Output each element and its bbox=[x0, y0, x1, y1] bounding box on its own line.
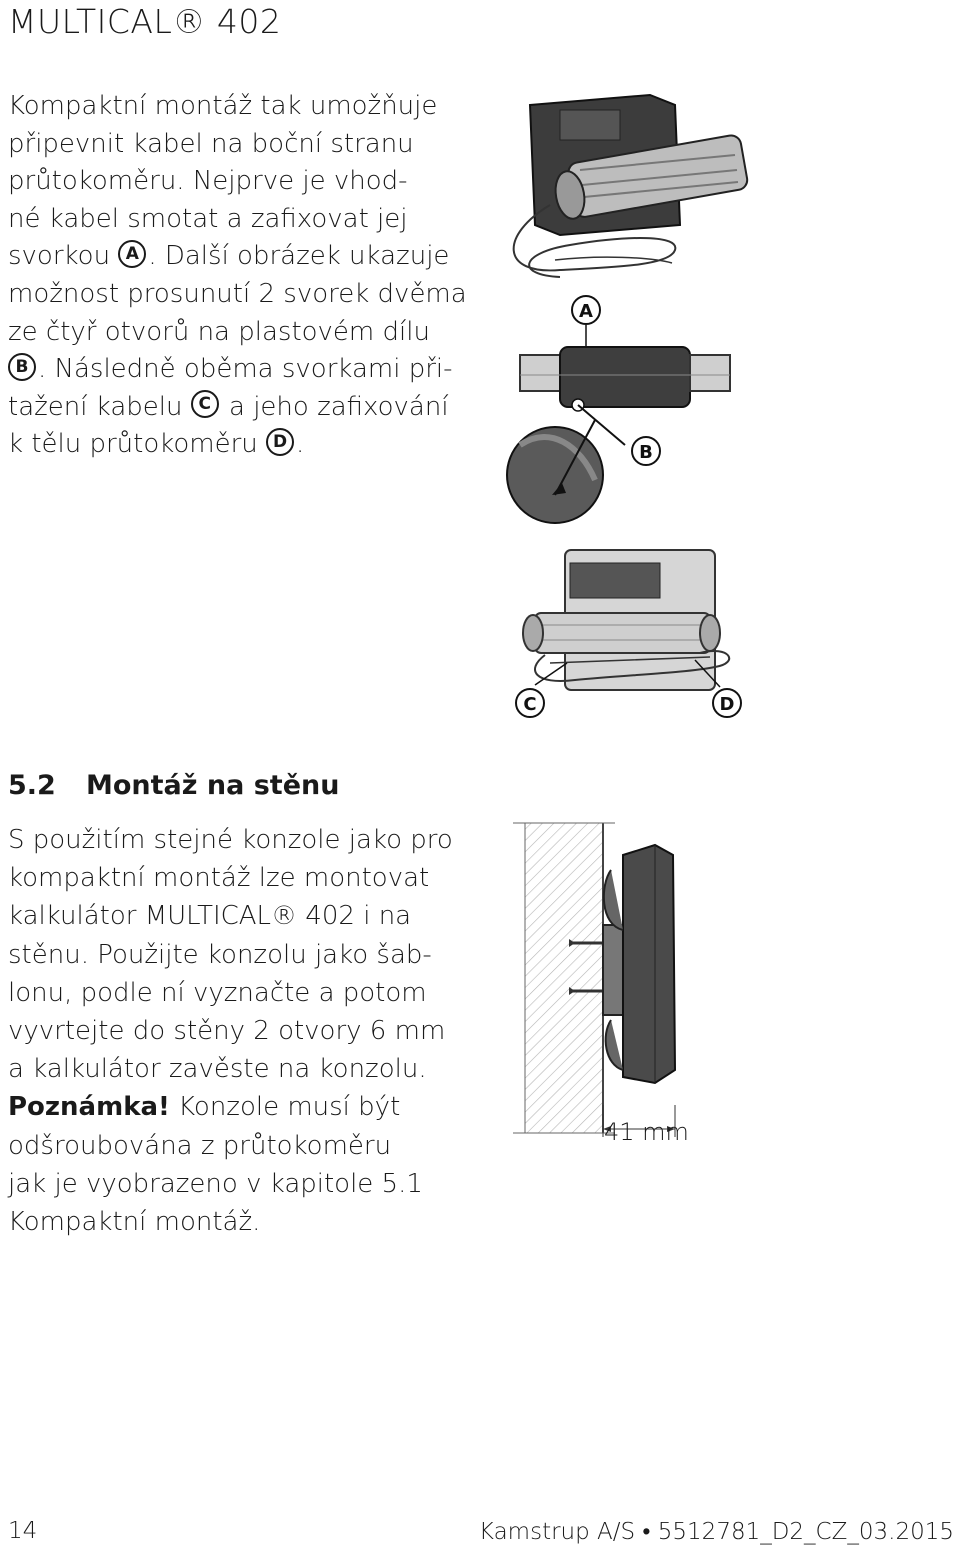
intro-text: tažení kabelu bbox=[8, 391, 191, 422]
marker-d-inline: D bbox=[266, 428, 294, 456]
section-line: S použitím stejné konzole jako pro bbox=[8, 825, 453, 855]
section-line: a kalkulátor zavěste na konzolu. bbox=[8, 1054, 427, 1085]
intro-paragraph bbox=[8, 88, 467, 464]
wall-mount-figure bbox=[505, 815, 705, 1140]
section-line: odšroubována z průtokoměru bbox=[8, 1130, 392, 1161]
marker-c-label: C bbox=[523, 694, 537, 715]
cable-fixing-figure bbox=[505, 545, 760, 730]
intro-line: ze čtyř otvorů na plastovém dílu bbox=[8, 316, 430, 347]
intro-line bbox=[8, 238, 467, 276]
dimension-label: 41 mm bbox=[604, 1118, 689, 1146]
section-title: Montáž na stěnu bbox=[86, 770, 340, 801]
intro-line: průtokoměru. Nejprve je vhod- bbox=[8, 166, 408, 197]
section-text: Konzole musí být bbox=[169, 1092, 401, 1123]
intro-line: připevnit kabel na boční stranu bbox=[8, 128, 414, 159]
intro-text: . Další obrázek ukazuje bbox=[148, 241, 450, 272]
intro-text: . bbox=[296, 429, 305, 460]
section-line: vyvrtejte do stěny 2 otvory 6 mm bbox=[8, 1016, 446, 1047]
wall-mount-paragraph bbox=[8, 821, 453, 1241]
section-line: jak je vyobrazeno v kapitole 5.1 bbox=[8, 1168, 423, 1199]
section-heading bbox=[8, 770, 339, 801]
intro-text: svorkou bbox=[8, 241, 119, 272]
footer-publisher: Kamstrup A/S • 5512781_D2_CZ_03.2015 bbox=[478, 1519, 954, 1545]
section-line: stěnu. Použijte konzolu jako šab- bbox=[8, 939, 432, 970]
intro-line bbox=[8, 426, 467, 464]
intro-line: Kompaktní montáž tak umožňuje bbox=[8, 91, 438, 121]
wall-section bbox=[525, 823, 603, 1133]
intro-text: k tělu průtokoměru bbox=[8, 429, 267, 460]
intro-text: a jeho zafixování bbox=[220, 391, 449, 422]
section-number: 5.2 bbox=[8, 770, 56, 801]
marker-b-label: B bbox=[639, 442, 653, 463]
intro-line bbox=[8, 389, 467, 427]
page-number: 14 bbox=[8, 1518, 38, 1544]
marker-c-inline: C bbox=[191, 390, 219, 418]
page-title: MULTICAL® 402 bbox=[8, 2, 282, 41]
section-line bbox=[8, 1088, 453, 1126]
note-label: Poznámka! bbox=[8, 1092, 170, 1123]
marker-a-label: A bbox=[579, 301, 593, 322]
compact-mount-figure bbox=[500, 85, 760, 545]
section-line: lonu, podle ní vyznačte a potom bbox=[8, 977, 427, 1008]
section-line: kalkulátor MULTICAL® 402 i na bbox=[8, 901, 412, 932]
intro-line bbox=[8, 351, 467, 389]
intro-line: možnost prosunutí 2 svorek dvěma bbox=[8, 278, 467, 309]
marker-a-inline: A bbox=[118, 240, 146, 268]
intro-text: . Následně oběma svorkami při- bbox=[38, 354, 453, 385]
section-line: kompaktní montáž lze montovat bbox=[8, 863, 430, 894]
intro-line: né kabel smotat a zafixovat jej bbox=[8, 203, 408, 234]
marker-b-inline: B bbox=[8, 353, 36, 381]
section-line: Kompaktní montáž. bbox=[8, 1207, 261, 1238]
marker-d-label: D bbox=[719, 694, 735, 715]
